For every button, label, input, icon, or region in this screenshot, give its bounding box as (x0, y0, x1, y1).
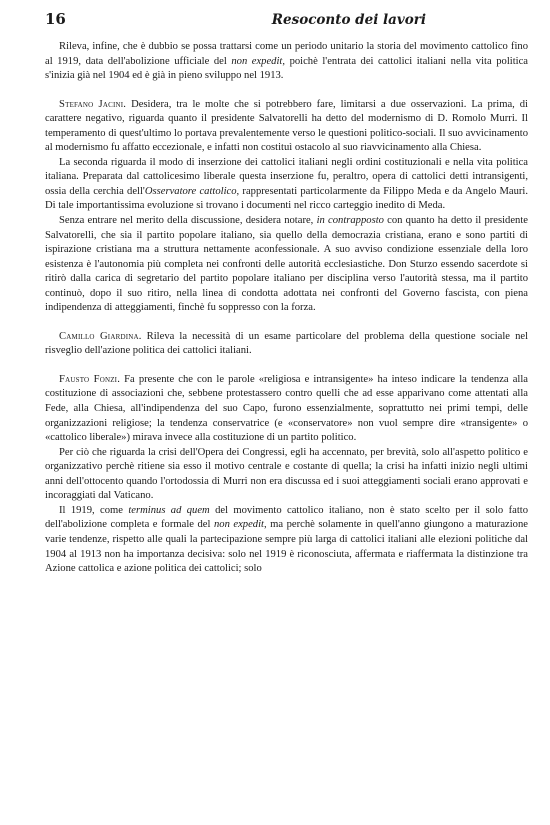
speaker-name: Stefano Jacini. (59, 98, 127, 110)
paragraph: Per ciò che riguarda la crisi dell'Opera dei Congressi, egli ha accennato, per brevità, solo all'aspetto politico e organizzativo perchè ritiene sia esso il motivo centrale e costante di quella; la crisi ha infatti inizio negli ultimi anni dell'ottocento quando l'ortodossia di Murri non era discussa ed i suoi atteggiamenti sociali erano approvati e incoraggiati dal Vaticano. (45, 446, 528, 502)
body-text (45, 40, 528, 577)
speaker-name: Camillo Giardina. (59, 330, 142, 342)
paragraph: Stefano Jacini. Desidera, tra le molte che si potrebbero fare, limitarsi a due osservazioni. La prima, di carattere negativo, riguarda quanto il presidente Salvatorelli ha detto del modernismo di D. Romolo Murri. Il temperamento di quest'ultimo lo portava prevalentemente verso le questioni politico-sociali. Il suo avvicinamento al modernismo fu affatto eccezionale, e infatti non costituì ostacolo al suo riavvicinamento alla Chiesa. (45, 98, 528, 154)
paragraph: Camillo Giardina. Rileva la necessità di un esame particolare del problema della questione sociale nel risveglio dell'azione politica dei cattolici italiani. (45, 330, 529, 357)
paragraph: Fausto Fonzi. Fa presente che con le parole «religiosa e intransigente» ha inteso indicare la tendenza alla costituzione di associazioni che, sebbene protestassero contro quelli che ad esse apparivano come attentati alla Fede, alla Chiesa, all'indipendenza del suo Capo, furono essenzialmente, soprattutto nei primi tempi, delle organizzazioni religiose; la tendenza conservatrice (e «conservatore» non vuol sempre dire «transigente» o «cattolico liberale») mirava invece alla costituzione di un partito politico. (45, 373, 528, 444)
page-header (45, 10, 528, 40)
paragraph: Rileva, infine, che è dubbio se possa trattarsi come un periodo unitario la storia del movimento cattolico fino al 1919, data dell'abolizione ufficiale del non expedit, poichè l'entrata dei cattolici italiani nella vita politica s'inizia già nel 1904 ed è già in pieno sviluppo nel 1913. (45, 41, 528, 82)
speaker-name: Fausto Fonzi. (59, 373, 121, 385)
paragraph: Senza entrare nel merito della discussione, desidera notare, in contrapposto con quanto ha detto il presidente Salvatorelli, che sia il partito popolare italiano, sia quello della democrazia cristiana, erano e sono partiti di ispirazione cristiana ma a struttura nettamente aconfessionale. A suo avviso condizione essenziale della loro esistenza è l'autonomia più completa nei confronti delle autorità ecclesiastiche. Don Sturzo essendo sacerdote si ritirò dalla carica di segretario del partito popolare italiano per disciplina verso l'autorità stessa, ma il partito continuò, dopo il suo ritiro, nella linea di condotta adottata nei confronti del Governo fascista, con piena indipendenza di atteggiamenti, finchè fu soppresso con la forza. (45, 215, 528, 314)
running-title: Resoconto dei lavori (271, 12, 426, 28)
paragraph: Il 1919, come terminus ad quem del movimento cattolico italiano, non è stato scelto per il solo fatto dell'abolizione completa e formale del non expedit, ma perchè solamente in quell'anno giungono a maturazione varie tendenze, rispetto alle quali la partecipazione sempre più larga di cattolici italiani alle elezioni politiche dal 1904 al 1913 non ha importanza decisiva: solo nel 1919 è riconosciuta, affermata e riaffermata la distinzione tra Azione cattolica e azione politica dei cattolici; solo (45, 504, 529, 575)
page-number: 16 (45, 10, 66, 28)
paragraph: La seconda riguarda il modo di inserzione dei cattolici italiani negli ordini costituzionali e nella vita politica italiana. Preparata dal cattolicesimo liberale questa inserzione fu, peraltro, opera di cattolici detti intransigenti, ossia della cerchia dell'Osservatore cattolico, rappresentati particolarmente da Filippo Meda e da Angelo Mauri. Di tale importantissima evoluzione si trovano i documenti nel ricco carteggio inedito di Meda. (45, 156, 529, 212)
